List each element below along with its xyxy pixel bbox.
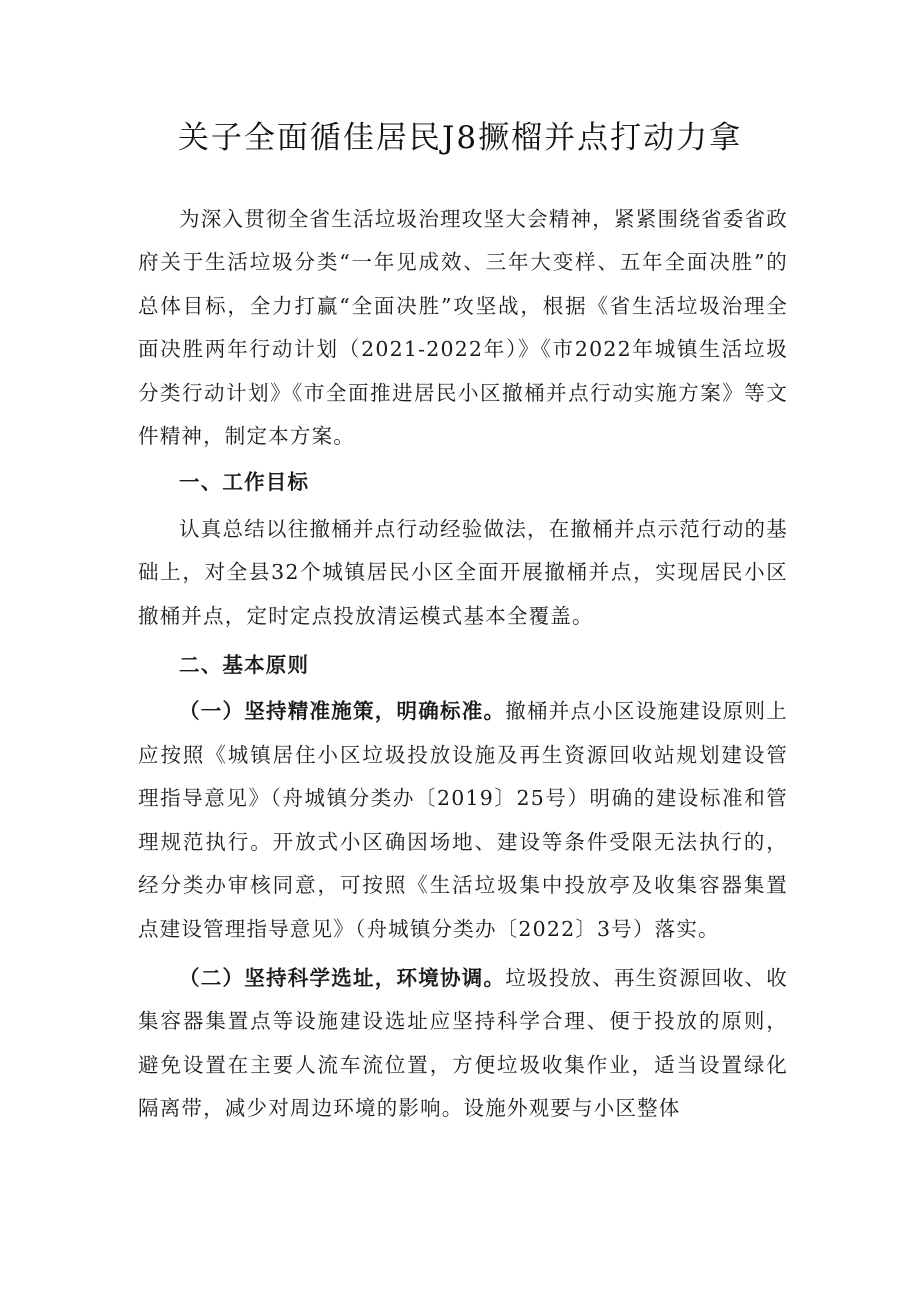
section-heading-goals: 一、工作目标: [179, 470, 310, 495]
principle-item-1: [138, 690, 788, 950]
section-heading-principles: 二、基本原则: [179, 653, 310, 678]
principle-item-2-text: 垃圾投放、再生资源回收、收集容器集置点等设施建设选址应坚持科学合理、便于投放的原则，避免设置在主要人流车流位置，方便垃圾收集作业，适当设置绿化隔离带，减少对周边环境的影响。设施外观要与小区整体: [138, 965, 788, 1121]
goals-paragraph: 认真总结以往撤桶并点行动经验做法，在撤桶并点示范行动的基础上，对全县32个城镇居民小区全面开展撤桶并点，实现居民小区撤桶并点，定时定点投放清运模式基本全覆盖。: [138, 516, 788, 628]
principle-item-1-text: 撤桶并点小区设施建设原则上应按照《城镇居住小区垃圾投放设施及再生资源回收站规划建设管理指导意见》（舟城镇分类办〔2019〕25号）明确的建设标准和管理规范执行。开放式小区确因场地、建设等条件受限无法执行的，经分类办审核同意，可按照《生活垃圾集中投放亭及收集容器集置点建设管理指导意见》（舟城镇分类办〔2022〕3号）落实。: [138, 699, 788, 941]
principle-item-2: [138, 957, 788, 1131]
intro-paragraph: 为深入贯彻全省生活垃圾治理攻坚大会精神，紧紧围绕省委省政府关于生活垃圾分类“一年见成效、三年大变样、五年全面决胜”的总体目标，全力打赢“全面决胜”攻坚战，根据《省生活垃圾治理全面决胜两年行动计划（2021-2022年）》《市2022年城镇生活垃圾分类行动计划》《市全面推进居民小区撤桶并点行动实施方案》等文件精神，制定本方案。: [138, 207, 788, 449]
principle-item-1-lead: （一）坚持精准施策，明确标准。: [179, 699, 506, 724]
principle-item-2-lead: （二）坚持科学选址，环境协调。: [179, 965, 506, 990]
document-body: [138, 198, 788, 1131]
document-title: 关子全面循佳居民J8撅榴并点打动力拿: [177, 120, 743, 156]
